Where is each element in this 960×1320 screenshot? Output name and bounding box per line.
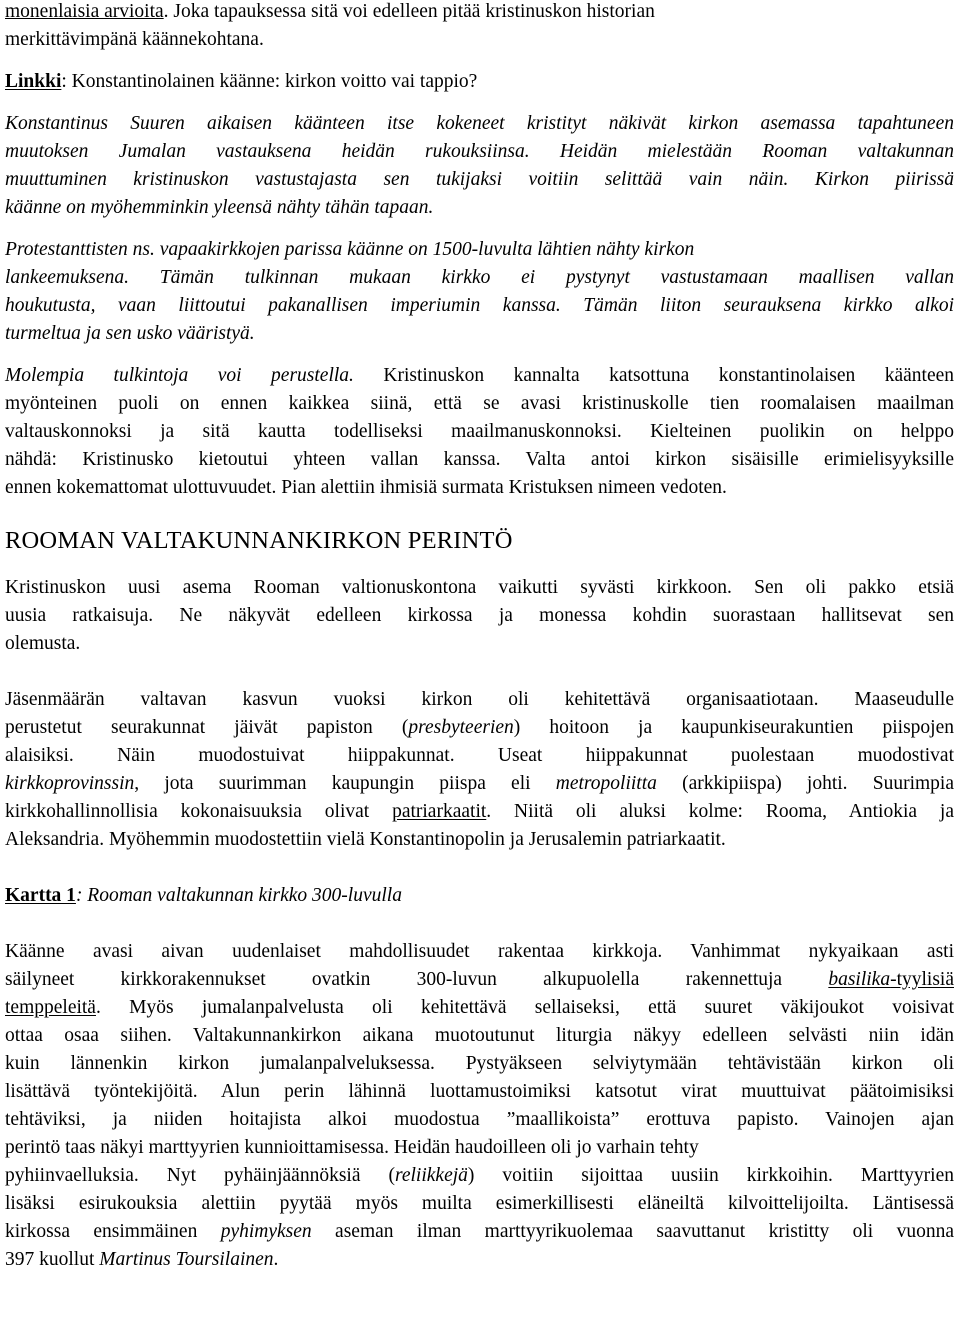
- text-span: ) hoitoon ja kaupunkiseurakuntien piispojen: [513, 717, 955, 738]
- text-line: alaisiksi. Näin muodostuivat hiippakunnat. Useat hiippakunnat puolestaan muodostivat: [5, 745, 954, 766]
- text-span: 397 kuollut: [5, 1249, 100, 1270]
- text-line: [5, 0, 954, 26]
- link-line: [5, 68, 954, 96]
- text-line: tehtäviksi, ja niiden hoitajista alkoi muodostua ”maallikoista” erottuva papisto. Vainojen ajan: [5, 1109, 954, 1130]
- text-line: [5, 714, 954, 742]
- text-span: . Myös jumalanpalvelusta oli kehitettävä sellaiseksi, että suuret väkijoukot voisivat: [95, 997, 954, 1018]
- map-label[interactable]: Kartta 1: [5, 885, 76, 906]
- text-line: ottaa osaa siihen. Valtakunnankirkon aikana muotoutunut liturgia näkyy edelleen selvästi niin idän: [5, 1025, 954, 1046]
- map-caption: [5, 882, 954, 910]
- text-span: Kristinuskon kannalta katsottuna konstantinolaisen käänteen: [353, 365, 955, 386]
- text-line: käänne on myöhemminkin yleensä nähty tähän tapaan.: [5, 197, 434, 218]
- italic-span: pyhimyksen: [220, 1221, 312, 1242]
- section-heading: ROOMAN VALTAKUNNANKIRKON PERINTÖ: [5, 527, 513, 554]
- text-line: Aleksandria. Myöhemmin muodostettiin vielä Konstantinopolin ja Jerusalemin patriarkaatit.: [5, 829, 726, 850]
- italic-span: presbyteerien: [408, 717, 514, 738]
- text-line: myönteinen puoli on ennen kaikkea siinä, että se avasi kristinuskolle tien roomalaisen maailman: [5, 393, 954, 414]
- text-line: lisäksi esirukouksia alettiin pyytää myös muilta esimerkillisesti eläneiltä kilvoittelijoilta. Läntisessä: [5, 1193, 954, 1214]
- text-span: kirkkohallinnollisia kokonaisuuksia olivat: [5, 801, 393, 822]
- text-line: [5, 798, 954, 826]
- text-span: pyhiinvaelluksia. Nyt pyhäinjäännöksiä (: [5, 1165, 395, 1186]
- text-line: kuin lännenkin kirkon jumalanpalveluksessa. Pystyäkseen selviytymään tehtävistään kirkon oli: [5, 1053, 954, 1074]
- text-line: lankeemuksena. Tämän tulkinnan mukaan kirkko ei pystynyt vastustamaan maallisen vallan: [5, 267, 954, 288]
- text-line: olemusta.: [5, 633, 81, 654]
- text-span: ) voitiin sijoittaa uusiin kirkkoihin. Marttyyrien: [467, 1165, 954, 1186]
- text-line: perintö taas näkyi marttyyrien kunnioittamisessa. Heidän haudoilleen oli jo varhain tehty: [5, 1137, 699, 1158]
- text-line: merkittävimpänä käännekohtana.: [5, 29, 264, 50]
- paragraph-3: [5, 938, 954, 1274]
- paragraph-2: [5, 686, 954, 854]
- map-caption-text: : Rooman valtakunnan kirkko 300-luvulla: [75, 885, 402, 906]
- text-line: muuttuminen kristinuskon vastustajasta sen tukijaksi voitiin selittää vain näin. Kirkon piirissä: [5, 169, 954, 190]
- text-line: [5, 1218, 954, 1246]
- text-line: Kristinuskon uusi asema Rooman valtionuskontona vaikutti syvästi kirkkoon. Sen oli pakko etsiä: [5, 577, 954, 598]
- text-span: -tyylisiä: [890, 969, 954, 990]
- italic-paragraph: [5, 110, 954, 222]
- text-span: säilyneet kirkkorakennukset ovatkin 300-luvun alkupuolella rakennettuja: [5, 969, 829, 990]
- reference-link[interactable]: monenlaisia arvioita: [5, 1, 164, 22]
- interpretations-paragraph: [5, 362, 954, 502]
- text-span: , jota suurimman kaupungin piispa eli: [134, 773, 556, 794]
- italic-span: basilika: [828, 969, 891, 990]
- patriarkaatit-link[interactable]: patriarkaatit: [392, 801, 487, 822]
- text-line: [5, 1162, 954, 1190]
- text-span: perustetut seurakunnat jäivät papiston (: [5, 717, 409, 738]
- link-line-text: : Konstantinolainen käänne: kirkon voitto vai tappio?: [61, 71, 478, 92]
- text-span: . Niitä oli aluksi kolme: Rooma, Antiokia ja: [486, 801, 954, 822]
- protestant-paragraph: [5, 236, 954, 348]
- text-span: . Joka tapauksessa sitä voi edelleen pitää kristinuskon historian: [163, 1, 655, 22]
- italic-span: Molempia tulkintoja voi perustella.: [5, 365, 354, 386]
- text-line: houkutusta, vaan liittoutui pakanallisen imperiumin kanssa. Tämän liiton seurauksena kirkko alkoi: [5, 295, 954, 316]
- text-span: kirkossa ensimmäinen: [5, 1221, 221, 1242]
- text-line: Jäsenmäärän valtavan kasvun vuoksi kirkon oli kehitettävä organisaatiotaan. Maaseudulle: [5, 689, 954, 710]
- text-span: aseman ilman marttyyrikuolemaa saavuttanut kristitty oli vuonna: [311, 1221, 954, 1242]
- italic-span: Martinus Toursilainen: [99, 1249, 274, 1270]
- text-line: lisättävä työntekijöitä. Alun perin lähinnä luottamustoimiksi katsotut virat muuttuivat päätoimisiksi: [5, 1081, 954, 1102]
- italic-span: kirkkoprovinssin: [5, 773, 135, 794]
- link-label[interactable]: Linkki: [5, 71, 62, 92]
- text-line: muutoksen Jumalan vastauksena heidän rukouksiinsa. Heidän mielestään Rooman valtakunnan: [5, 141, 954, 162]
- text-line: ennen kokemattomat ulottuvuudet. Pian alettiin ihmisiä surmata Kristuksen nimeen vedoten.: [5, 477, 727, 498]
- italic-span: reliikkejä: [394, 1165, 468, 1186]
- text-line: [5, 770, 954, 798]
- text-line: [5, 362, 954, 390]
- text-line: nähdä: Kristinusko kietoutui yhteen vallan kanssa. Valta antoi kirkon sisäisille erimielisyyksille: [5, 449, 954, 470]
- text-line: uusia ratkaisuja. Ne näkyvät edelleen kirkossa ja monessa kohdin suorastaan hallitsevat sen: [5, 605, 954, 626]
- text-span: .: [273, 1249, 279, 1270]
- text-line: valtauskonnoksi ja sitä kautta todelliseksi maailmanuskonnoksi. Kielteinen puolikin on helppo: [5, 421, 954, 442]
- text-line: turmeltua ja sen usko vääristyä.: [5, 323, 255, 344]
- text-line: [5, 994, 954, 1022]
- text-line: [5, 966, 954, 994]
- paragraph-1: [5, 574, 954, 658]
- basilika-link[interactable]: [828, 969, 954, 990]
- text-line: Käänne avasi aivan uudenlaiset mahdollisuudet rakentaa kirkkoja. Vanhimmat nykyaikaan asti: [5, 941, 954, 962]
- text-span: (arkkipiispa) johti. Suurimpia: [656, 773, 955, 794]
- text-line: Protestanttisten ns. vapaakirkkojen parissa käänne on 1500-luvulta lähtien nähty kirkon: [5, 239, 695, 260]
- italic-span: metropoliitta: [555, 773, 657, 794]
- text-line: Konstantinus Suuren aikaisen käänteen itse kokeneet kristityt näkivät kirkon asemassa tapahtuneen: [5, 113, 954, 134]
- text-line: [5, 1246, 954, 1274]
- temppeleita-link[interactable]: temppeleitä: [5, 997, 96, 1018]
